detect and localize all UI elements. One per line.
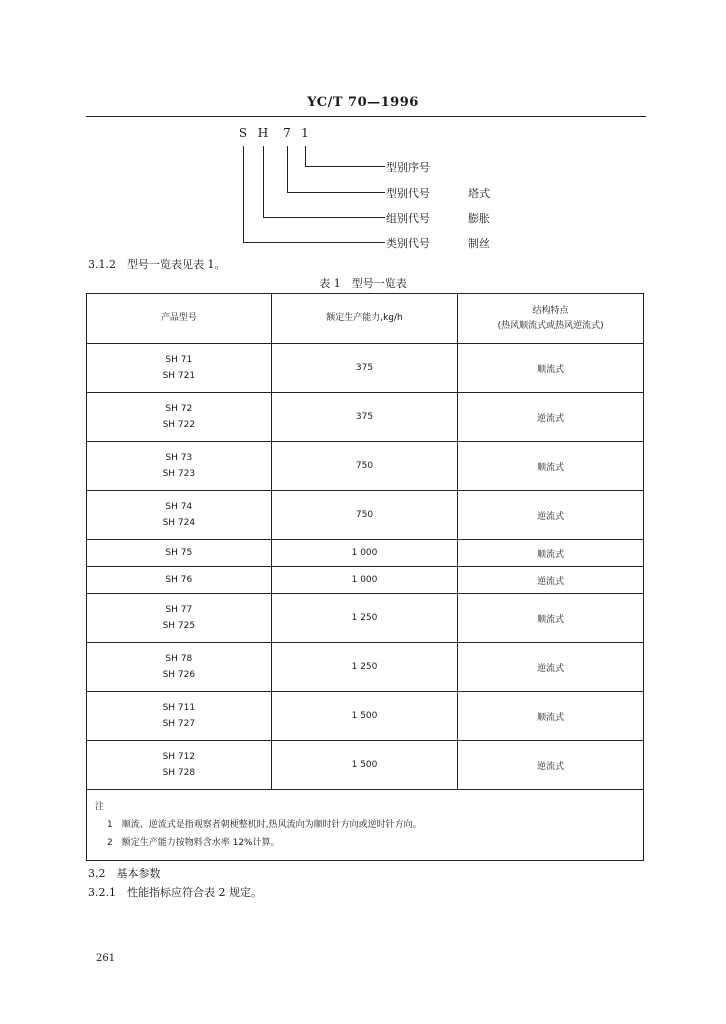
table-row [87,594,644,643]
label-group: 组别代号 [386,212,430,225]
cell-model: SH 73 SH 723 [87,442,272,491]
table-row [87,393,644,442]
label-class-meaning: 制丝 [468,237,490,250]
cell-structure: 逆流式 [458,491,644,540]
leader-h-type [287,192,385,193]
cell-structure: 顺流式 [458,692,644,741]
label-class: 类别代号 [386,237,430,250]
model-table [86,293,644,861]
cell-structure: 逆流式 [458,567,644,594]
table-row [87,540,644,567]
leader-line-type [287,146,288,192]
leader-h-group [263,217,385,218]
cell-capacity: 1 250 [271,594,458,643]
table-row [87,442,644,491]
cell-structure: 逆流式 [458,393,644,442]
label-serial: 型别序号 [386,161,430,174]
table-row [87,692,644,741]
cell-capacity: 375 [271,344,458,393]
cell-capacity: 1 500 [271,741,458,790]
table-row [87,643,644,692]
cell-model: SH 74 SH 724 [87,491,272,540]
cell-model: SH 78 SH 726 [87,643,272,692]
cell-capacity: 1 250 [271,643,458,692]
notes-title: 注 [95,802,105,812]
table-row [87,741,644,790]
table-row [87,491,644,540]
cell-structure: 逆流式 [458,741,644,790]
leader-line-serial [305,146,306,166]
cell-capacity: 375 [271,393,458,442]
table-row [87,344,644,393]
cell-structure: 顺流式 [458,594,644,643]
code-letter-s: S [238,126,248,140]
header-structure: 结构特点 (热风顺流式或热风逆流式) [458,294,644,344]
note-2: 2 额定生产能力按物料含水率 12%计算。 [107,838,280,848]
cell-capacity: 1 000 [271,567,458,594]
label-group-meaning: 膨胀 [468,212,490,225]
header-capacity: 额定生产能力,kg/h [271,294,458,344]
section-3-1-2: 3.1.2 型号一览表见表 1。 [88,258,226,271]
leader-line-group [263,146,264,217]
code-letter-1: 1 [301,126,309,140]
code-letter-7: 7 [283,126,291,140]
table-caption: 表 1 型号一览表 [319,277,407,290]
cell-model: SH 76 [87,567,272,594]
table-row [87,567,644,594]
table-notes [87,790,644,861]
cell-structure: 顺流式 [458,344,644,393]
cell-capacity: 750 [271,442,458,491]
cell-structure: 顺流式 [458,442,644,491]
leader-h-serial [305,166,385,167]
code-letter-h: H [257,126,269,140]
page-number: 261 [96,953,116,964]
cell-model: SH 71 SH 721 [87,344,272,393]
cell-model: SH 75 [87,540,272,567]
leader-h-class [243,242,385,243]
section-3-2-1: 3.2.1 性能指标应符合表 2 规定。 [88,886,262,899]
cell-model: SH 77 SH 725 [87,594,272,643]
cell-capacity: 1 500 [271,692,458,741]
cell-capacity: 750 [271,491,458,540]
cell-capacity: 1 000 [271,540,458,567]
header-divider [86,116,646,117]
standard-number: YC/T 70—1996 [307,95,419,110]
note-1: 1 顺流、逆流式是指观察者朝梗整机时,热风流向为顺时针方向或逆时针方向。 [107,820,422,830]
cell-model: SH 72 SH 722 [87,393,272,442]
leader-line-class [243,146,244,242]
cell-model: SH 712 SH 728 [87,741,272,790]
header-model: 产品型号 [87,294,272,344]
cell-structure: 顺流式 [458,540,644,567]
table-header-row [87,294,644,344]
label-type-meaning: 塔式 [468,187,490,200]
cell-structure: 逆流式 [458,643,644,692]
cell-model: SH 711 SH 727 [87,692,272,741]
section-3-2: 3.2 基本参数 [88,867,161,880]
table-notes-row [87,790,644,861]
label-type: 型别代号 [386,187,430,200]
